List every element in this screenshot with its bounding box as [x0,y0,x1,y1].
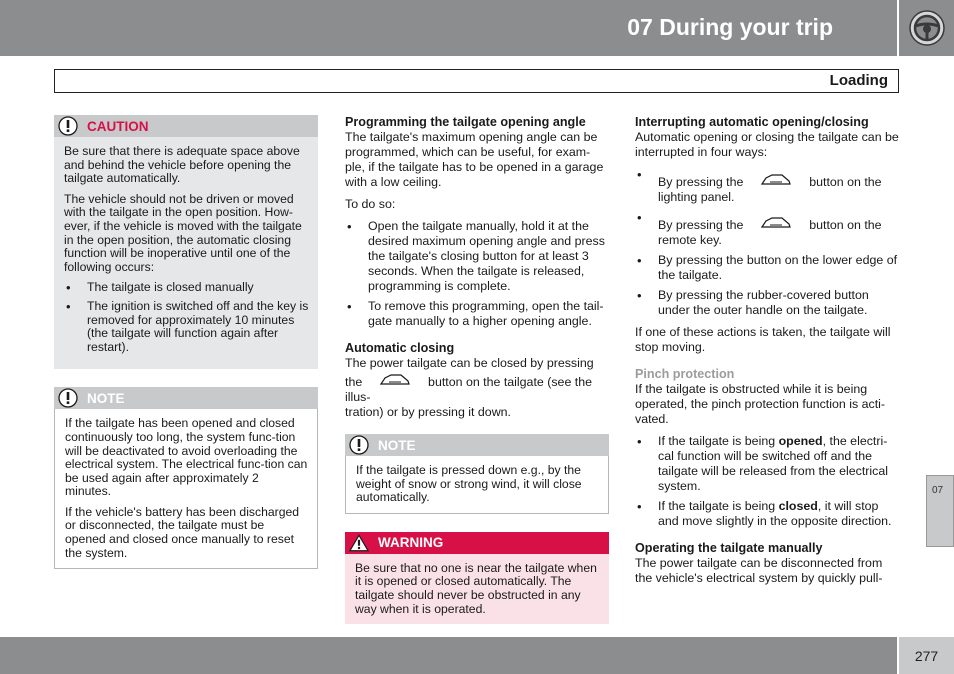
column-3 [635,115,900,593]
info-icon [349,435,369,455]
note-text-1: If the tailgate has been opened and closed continuously too long, the system func-tion will be deactivated to avoid overloading the electrical system. The electrical func-tion can be used again after approximately 2 minutes. [65,416,308,499]
pinch-1-b: , the electri-cal function will be switched off and the tailgate will be released from the electrical system. [658,434,889,493]
list-item: • By pressing the rubber-covered button under the outer handle on the tailgate. [635,288,900,318]
interrupt-2-a: By pressing the [658,218,744,232]
list-item [635,434,900,494]
tailgate-button-icon [379,373,411,387]
caution-text-2: The vehicle should not be driven or moved with the tailgate in the open position. How-ever, if the vehicle is moved with the tailgate in the open position, the automatic closing function will be inoperative until one of the following occurs: [64,191,302,274]
programming-todo: To do so: [345,197,396,211]
automatic-closing-line-3: tration) or by pressing it down. [345,405,511,419]
warning-header [345,532,609,554]
note-2-text: If the tailgate is pressed down e.g., by the weight of snow or strong wind, it will close automatically. [356,463,582,505]
interrupting-heading: Interrupting automatic opening/closing [635,115,869,129]
header-bar [0,0,897,56]
automatic-closing-line-2 [345,373,609,405]
caution-label: CAUTION [87,118,149,134]
warning-triangle-icon [349,533,369,553]
note-label-2: NOTE [378,437,416,453]
interrupting-result: If one of these actions is taken, the tailgate will stop moving. [635,325,891,354]
automatic-closing-text [345,356,609,371]
pinch-2-b: , it will stop and move slightly in the opposite direction. [658,499,892,528]
section-title: Loading [829,72,888,89]
automatic-closing-line-1: The power tailgate can be closed by pressing [345,356,594,370]
column-1 [54,115,318,587]
note-body [54,409,318,569]
pinch-1-a: If the tailgate is being [658,434,776,448]
list-item: • Open the tailgate manually, hold it at the desired maximum opening angle and press the tailgate's closing button for at least 3 seconds. When the tailgate is released, programming is complete. [345,219,609,294]
automatic-closing-the: the [345,375,363,389]
automatic-closing-heading: Automatic closing [345,341,455,355]
steering-wheel-icon [908,9,946,47]
pinch-protection-text: If the tailgate is obstructed while it is being operated, the pinch protection function is acti-vated. [635,382,886,426]
programming-heading: Programming the tailgate opening angle [345,115,586,129]
interrupt-1-a: By pressing the [658,175,744,189]
automatic-closing-line-2-text: button on the tailgate (see the illus- [345,375,592,404]
list-item: • The ignition is switched off and the key is removed for approximately 10 minutes (the tailgate will function again after restart). [64,300,309,354]
pinch-list [635,434,900,529]
pinch-2-a: If the tailgate is being [658,499,776,513]
list-item [635,210,900,248]
note-box [54,387,318,569]
interrupt-2-b: button on the [809,218,882,232]
caution-icon [58,116,78,136]
caution-body [54,137,318,369]
warning-text: Be sure that no one is near the tailgate when it is opened or closed automatically. The tailgate should never be obstructed in any way when it is operated. [355,560,597,616]
caution-header [54,115,318,137]
chapter-title: 07 During your trip [627,14,833,40]
tailgate-button-icon [760,216,792,230]
programming-text: The tailgate's maximum opening angle can be programmed, which can be useful, for exam-ple, if the tailgate has to be opened in a garage with a low ceiling. [345,130,604,189]
caution-text-1: Be sure that there is adequate space above and behind the vehicle before opening the tailgate automatically. [64,144,300,186]
pinch-2-bold: closed [778,499,818,513]
caution-box [54,115,318,369]
caution-list [64,281,309,354]
warning-label: WARNING [378,535,444,551]
warning-body [345,554,609,624]
chapter-tab[interactable]: 07 [926,475,954,547]
manual-operation-heading: Operating the tailgate manually [635,541,823,555]
section-bar [54,69,899,93]
note-box-2 [345,434,609,514]
interrupt-1-b: button on the [809,175,882,189]
manual-operation-text: The power tailgate can be disconnected from the vehicle's electrical system by quickly pull- [635,556,883,585]
interrupting-list [635,167,900,318]
list-item: • To remove this programming, open the tail-gate manually to a higher opening angle. [345,299,609,329]
note-text-2: If the vehicle's battery has been discharged or disconnected, the tailgate must be opened and closed once manually to reset the system. [65,504,300,560]
header-icon-box [899,0,954,56]
interrupt-1-c: lighting panel. [658,190,735,204]
info-icon [58,388,78,408]
note-header-2 [345,434,609,456]
list-item [635,499,900,529]
warning-box [345,532,609,624]
list-item: • By pressing the button on the lower edge of the tailgate. [635,253,900,283]
note-header [54,387,318,409]
programming-list [345,219,609,329]
column-2 [345,115,609,642]
interrupt-2-c: remote key. [658,233,722,247]
interrupting-text: Automatic opening or closing the tailgate can be interrupted in four ways: [635,130,899,159]
note-label: NOTE [87,390,125,406]
note-body-2 [345,456,609,514]
footer-bar [0,637,897,674]
tailgate-button-icon [760,173,792,187]
page-number: 277 [899,637,954,674]
list-item [635,167,900,205]
pinch-1-bold: opened [778,434,823,448]
pinch-protection-heading: Pinch protection [635,367,735,381]
list-item: • The tailgate is closed manually [64,281,309,295]
